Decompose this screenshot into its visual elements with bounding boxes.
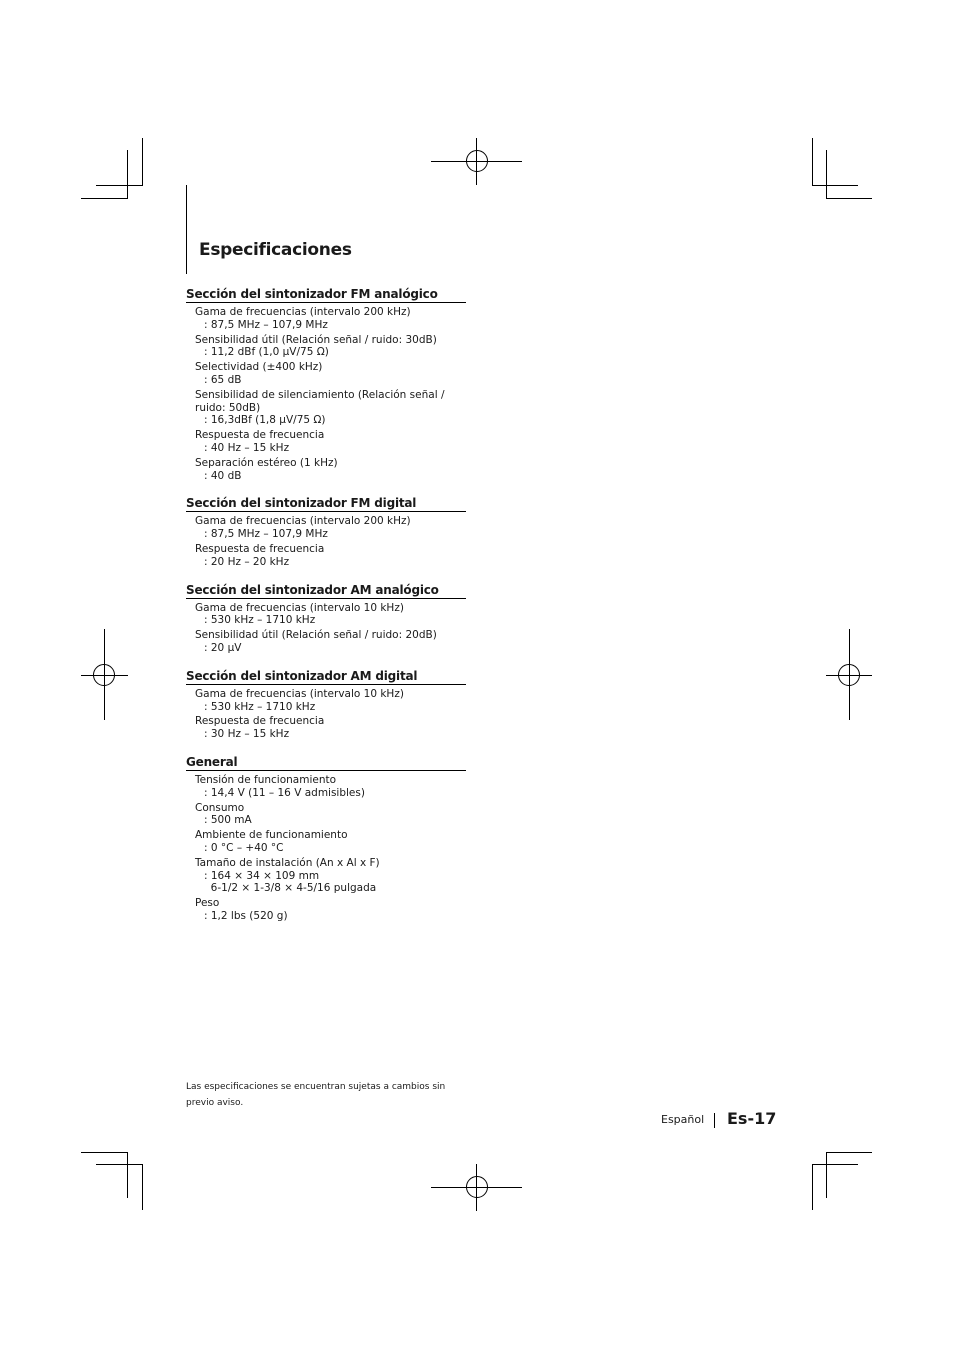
spec-label: Gama de frecuencias (intervalo 10 kHz)	[195, 601, 404, 614]
spec-value: : 87,5 MHz – 107,9 MHz	[204, 318, 328, 331]
title-side-rule	[186, 185, 187, 274]
section-heading: Sección del sintonizador AM digital	[186, 669, 466, 685]
registration-target-icon	[93, 664, 115, 686]
specifications-list	[186, 287, 466, 937]
spec-value: : 87,5 MHz – 107,9 MHz	[204, 528, 328, 541]
spec-label: Respuesta de frecuencia	[195, 542, 325, 555]
spec-section	[186, 583, 466, 655]
spec-item	[186, 688, 466, 714]
footnote: Las especificaciones se encuentran sujetas a cambios sin previo aviso.	[186, 1082, 446, 1108]
spec-item	[186, 334, 466, 360]
spec-item	[186, 802, 466, 828]
spec-label: Tensión de funcionamiento	[195, 773, 337, 786]
spec-value: : 20 μV	[204, 641, 242, 654]
spec-label: Respuesta de frecuencia	[195, 429, 325, 442]
spec-value: : 530 kHz – 1710 kHz	[204, 614, 316, 627]
spec-label: Gama de frecuencias (intervalo 200 kHz)	[195, 306, 411, 318]
spec-item	[186, 429, 466, 455]
spec-value: : 65 dB	[204, 373, 242, 386]
registration-target-icon	[466, 1176, 488, 1198]
spec-value: : 14,4 V (11 – 16 V admisibles)	[204, 786, 365, 799]
spec-value: : 164 × 34 × 109 mm 6-1/2 × 1-3/8 × 4-5/16 pulgada	[204, 869, 377, 895]
spec-value: : 30 Hz – 15 kHz	[204, 728, 290, 741]
spec-item	[186, 306, 466, 332]
spec-label: Separación estéreo (1 kHz)	[195, 456, 338, 469]
spec-value: : 530 kHz – 1710 kHz	[204, 700, 316, 713]
section-heading: General	[186, 755, 466, 771]
spec-label: Gama de frecuencias (intervalo 10 kHz)	[195, 687, 404, 700]
page-title: Especificaciones	[199, 240, 352, 260]
spec-label: Ambiente de funcionamiento	[195, 829, 348, 842]
section-heading: Sección del sintonizador FM analógico	[186, 287, 466, 303]
spec-label: Tamaño de instalación (An x Al x F)	[195, 856, 380, 869]
spec-label: Sensibilidad útil (Relación señal / ruido: 20dB)	[195, 629, 437, 642]
spec-value: : 40 dB	[204, 469, 242, 482]
spec-label: Peso	[195, 897, 220, 910]
spec-value: : 11,2 dBf (1,0 μV/75 Ω)	[204, 346, 329, 359]
spec-label: Sensibilidad de silenciamiento (Relación señal / ruido: 50dB)	[195, 388, 445, 414]
spec-section	[186, 669, 466, 741]
spec-item	[186, 602, 466, 628]
spec-value: : 16,3dBf (1,8 μV/75 Ω)	[204, 414, 326, 427]
spec-section	[186, 496, 466, 568]
spec-section	[186, 755, 466, 923]
spec-label: Gama de frecuencias (intervalo 200 kHz)	[195, 515, 411, 528]
spec-value: : 500 mA	[204, 814, 252, 827]
spec-item	[186, 389, 466, 427]
spec-item	[186, 897, 466, 923]
page-number: Es-17	[727, 1109, 777, 1128]
spec-label: Consumo	[195, 801, 245, 814]
spec-item	[186, 543, 466, 569]
registration-target-icon	[838, 664, 860, 686]
registration-target-icon	[466, 150, 488, 172]
footer-divider	[714, 1113, 715, 1128]
spec-label: Sensibilidad útil (Relación señal / ruido: 30dB)	[195, 333, 437, 346]
spec-item	[186, 857, 466, 895]
spec-item	[186, 829, 466, 855]
spec-item	[186, 515, 466, 541]
footer-language: Español	[661, 1113, 705, 1126]
spec-value: : 0 °C – +40 °C	[204, 841, 284, 854]
spec-label: Respuesta de frecuencia	[195, 715, 325, 728]
spec-item	[186, 774, 466, 800]
section-heading: Sección del sintonizador AM analógico	[186, 583, 466, 599]
spec-item	[186, 629, 466, 655]
spec-value: : 1,2 lbs (520 g)	[204, 909, 288, 922]
spec-item	[186, 457, 466, 483]
spec-value: : 20 Hz – 20 kHz	[204, 555, 290, 568]
spec-label: Selectividad (±400 kHz)	[195, 361, 323, 374]
section-heading: Sección del sintonizador FM digital	[186, 496, 466, 512]
spec-section	[186, 287, 466, 482]
spec-item	[186, 715, 466, 741]
spec-value: : 40 Hz – 15 kHz	[204, 441, 290, 454]
spec-item	[186, 361, 466, 387]
